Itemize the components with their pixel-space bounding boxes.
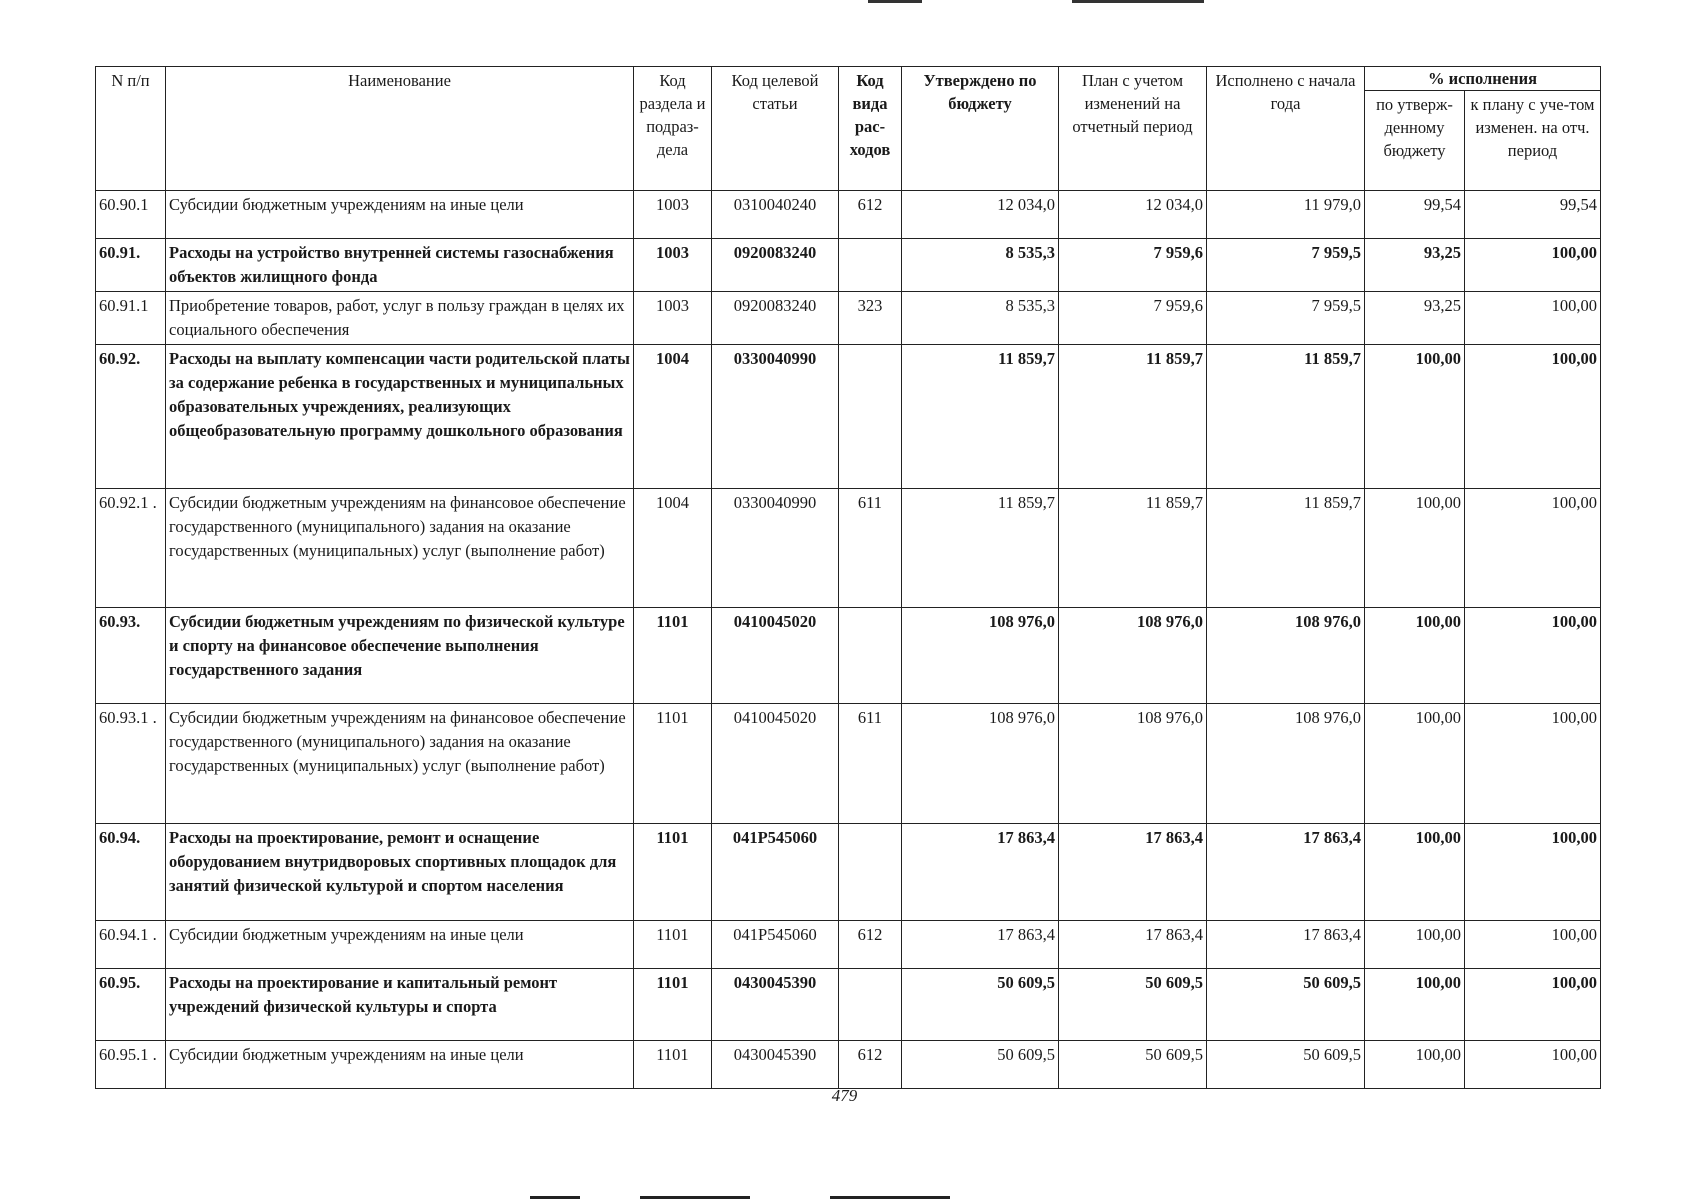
row-plan: 108 976,0 — [1059, 704, 1207, 824]
row-plan: 7 959,6 — [1059, 239, 1207, 292]
row-percent-budget: 100,00 — [1365, 704, 1465, 824]
row-section-code: 1101 — [634, 704, 712, 824]
row-percent-plan: 100,00 — [1465, 704, 1601, 824]
scan-artifact-bottom — [530, 1196, 580, 1199]
row-executed: 11 979,0 — [1207, 191, 1365, 239]
header-section-code: Код раздела и подраз-дела — [634, 67, 712, 191]
table-row — [96, 704, 1601, 824]
row-percent-plan: 100,00 — [1465, 824, 1601, 921]
table-header-row — [96, 67, 1601, 91]
header-executed: Исполнено с начала года — [1207, 67, 1365, 191]
row-percent-plan: 100,00 — [1465, 969, 1601, 1041]
row-name: Расходы на выплату компенсации части родительской платы за содержание ребенка в государственных и муниципальных образовательных учреждениях, реализующих общеобразовательную программу дошкольного образования — [166, 345, 634, 489]
row-name: Расходы на проектирование, ремонт и оснащение оборудованием внутридворовых спортивных площадок для занятий физической культурой и спортом населения — [166, 824, 634, 921]
row-name: Субсидии бюджетным учреждениям на финансовое обеспечение государственного (муниципального) задания на оказание государственных (муниципальных) услуг (выполнение работ) — [166, 489, 634, 608]
header-expense-type-code: Код вида рас-ходов — [839, 67, 902, 191]
row-expense-type-code: 612 — [839, 191, 902, 239]
row-section-code: 1004 — [634, 345, 712, 489]
row-index: 60.93. — [96, 608, 166, 704]
row-percent-plan: 100,00 — [1465, 921, 1601, 969]
row-executed: 108 976,0 — [1207, 608, 1365, 704]
row-index: 60.91. — [96, 239, 166, 292]
row-approved: 17 863,4 — [902, 824, 1059, 921]
row-name: Расходы на проектирование и капитальный ремонт учреждений физической культуры и спорта — [166, 969, 634, 1041]
header-percent-budget: по утверж-денному бюджету — [1365, 91, 1465, 191]
page-number: 479 — [831, 1086, 858, 1105]
table-row — [96, 239, 1601, 292]
row-section-code: 1101 — [634, 1041, 712, 1089]
row-plan: 17 863,4 — [1059, 824, 1207, 921]
row-target-code: 0430045390 — [712, 969, 839, 1041]
row-approved: 50 609,5 — [902, 969, 1059, 1041]
header-percent-plan: к плану с уче-том изменен. на отч. период — [1465, 91, 1601, 191]
row-approved: 108 976,0 — [902, 704, 1059, 824]
row-target-code: 0310040240 — [712, 191, 839, 239]
row-target-code: 041P545060 — [712, 921, 839, 969]
row-plan: 11 859,7 — [1059, 489, 1207, 608]
row-index: 60.93.1 . — [96, 704, 166, 824]
row-percent-budget: 100,00 — [1365, 824, 1465, 921]
row-executed: 11 859,7 — [1207, 345, 1365, 489]
scan-artifact-bottom — [640, 1196, 750, 1199]
row-plan: 11 859,7 — [1059, 345, 1207, 489]
table-row — [96, 608, 1601, 704]
row-section-code: 1101 — [634, 608, 712, 704]
scan-artifact-top — [1072, 0, 1204, 3]
row-expense-type-code: 612 — [839, 1041, 902, 1089]
row-percent-budget: 100,00 — [1365, 921, 1465, 969]
row-target-code: 041P545060 — [712, 824, 839, 921]
header-target-code: Код целевой статьи — [712, 67, 839, 191]
row-approved: 50 609,5 — [902, 1041, 1059, 1089]
row-name: Приобретение товаров, работ, услуг в пользу граждан в целях их социального обеспечения — [166, 292, 634, 345]
row-index: 60.91.1 — [96, 292, 166, 345]
row-executed: 11 859,7 — [1207, 489, 1365, 608]
header-index: N п/п — [96, 67, 166, 191]
row-executed: 7 959,5 — [1207, 292, 1365, 345]
row-section-code: 1004 — [634, 489, 712, 608]
header-percent-group: % исполнения — [1365, 67, 1601, 91]
row-percent-budget: 100,00 — [1365, 1041, 1465, 1089]
row-section-code: 1101 — [634, 921, 712, 969]
row-approved: 108 976,0 — [902, 608, 1059, 704]
scan-artifact-top — [868, 0, 922, 3]
row-plan: 12 034,0 — [1059, 191, 1207, 239]
row-name: Субсидии бюджетным учреждениям на финансовое обеспечение государственного (муниципального) задания на оказание государственных (муниципальных) услуг (выполнение работ) — [166, 704, 634, 824]
row-percent-plan: 99,54 — [1465, 191, 1601, 239]
table-row — [96, 1041, 1601, 1089]
header-name: Наименование — [166, 67, 634, 191]
row-plan: 17 863,4 — [1059, 921, 1207, 969]
row-expense-type-code: 611 — [839, 704, 902, 824]
row-name: Субсидии бюджетным учреждениям на иные цели — [166, 1041, 634, 1089]
row-expense-type-code — [839, 824, 902, 921]
row-expense-type-code — [839, 345, 902, 489]
row-section-code: 1101 — [634, 824, 712, 921]
row-index: 60.92.1 . — [96, 489, 166, 608]
row-index: 60.94. — [96, 824, 166, 921]
row-percent-budget: 93,25 — [1365, 292, 1465, 345]
row-name: Субсидии бюджетным учреждениям на иные цели — [166, 921, 634, 969]
row-executed: 108 976,0 — [1207, 704, 1365, 824]
row-approved: 11 859,7 — [902, 489, 1059, 608]
row-expense-type-code — [839, 969, 902, 1041]
table-row — [96, 345, 1601, 489]
header-plan: План с учетом изменений на отчетный период — [1059, 67, 1207, 191]
row-executed: 50 609,5 — [1207, 1041, 1365, 1089]
table-row — [96, 969, 1601, 1041]
row-index: 60.95.1 . — [96, 1041, 166, 1089]
row-index: 60.95. — [96, 969, 166, 1041]
row-percent-plan: 100,00 — [1465, 239, 1601, 292]
row-percent-budget: 93,25 — [1365, 239, 1465, 292]
row-expense-type-code — [839, 608, 902, 704]
row-index: 60.90.1 — [96, 191, 166, 239]
row-percent-budget: 100,00 — [1365, 969, 1465, 1041]
row-executed: 7 959,5 — [1207, 239, 1365, 292]
row-section-code: 1003 — [634, 239, 712, 292]
row-index: 60.94.1 . — [96, 921, 166, 969]
row-expense-type-code: 323 — [839, 292, 902, 345]
row-section-code: 1101 — [634, 969, 712, 1041]
row-percent-plan: 100,00 — [1465, 292, 1601, 345]
table-row — [96, 824, 1601, 921]
row-percent-budget: 100,00 — [1365, 608, 1465, 704]
row-percent-plan: 100,00 — [1465, 1041, 1601, 1089]
row-target-code: 0920083240 — [712, 239, 839, 292]
row-approved: 12 034,0 — [902, 191, 1059, 239]
table-row — [96, 489, 1601, 608]
table-row — [96, 921, 1601, 969]
table-row — [96, 292, 1601, 345]
row-index: 60.92. — [96, 345, 166, 489]
row-approved: 11 859,7 — [902, 345, 1059, 489]
row-plan: 108 976,0 — [1059, 608, 1207, 704]
row-executed: 17 863,4 — [1207, 824, 1365, 921]
row-name: Субсидии бюджетным учреждениям на иные цели — [166, 191, 634, 239]
row-plan: 50 609,5 — [1059, 1041, 1207, 1089]
row-percent-plan: 100,00 — [1465, 608, 1601, 704]
row-target-code: 0330040990 — [712, 489, 839, 608]
table-row — [96, 191, 1601, 239]
row-expense-type-code — [839, 239, 902, 292]
row-target-code: 0920083240 — [712, 292, 839, 345]
row-plan: 7 959,6 — [1059, 292, 1207, 345]
row-approved: 17 863,4 — [902, 921, 1059, 969]
budget-execution-table — [95, 66, 1601, 1089]
row-percent-budget: 100,00 — [1365, 345, 1465, 489]
row-target-code: 0410045020 — [712, 704, 839, 824]
row-expense-type-code: 611 — [839, 489, 902, 608]
row-target-code: 0430045390 — [712, 1041, 839, 1089]
row-section-code: 1003 — [634, 292, 712, 345]
row-approved: 8 535,3 — [902, 292, 1059, 345]
row-percent-budget: 99,54 — [1365, 191, 1465, 239]
row-plan: 50 609,5 — [1059, 969, 1207, 1041]
scan-artifact-bottom — [830, 1196, 950, 1199]
row-executed: 50 609,5 — [1207, 969, 1365, 1041]
row-expense-type-code: 612 — [839, 921, 902, 969]
header-approved: Утверждено по бюджету — [902, 67, 1059, 191]
row-percent-plan: 100,00 — [1465, 345, 1601, 489]
row-section-code: 1003 — [634, 191, 712, 239]
row-percent-plan: 100,00 — [1465, 489, 1601, 608]
row-approved: 8 535,3 — [902, 239, 1059, 292]
row-executed: 17 863,4 — [1207, 921, 1365, 969]
row-percent-budget: 100,00 — [1365, 489, 1465, 608]
row-name: Расходы на устройство внутренней системы газоснабжения объектов жилищного фонда — [166, 239, 634, 292]
row-target-code: 0410045020 — [712, 608, 839, 704]
row-name: Субсидии бюджетным учреждениям по физической культуре и спорту на финансовое обеспечение выполнения государственного задания — [166, 608, 634, 704]
row-target-code: 0330040990 — [712, 345, 839, 489]
